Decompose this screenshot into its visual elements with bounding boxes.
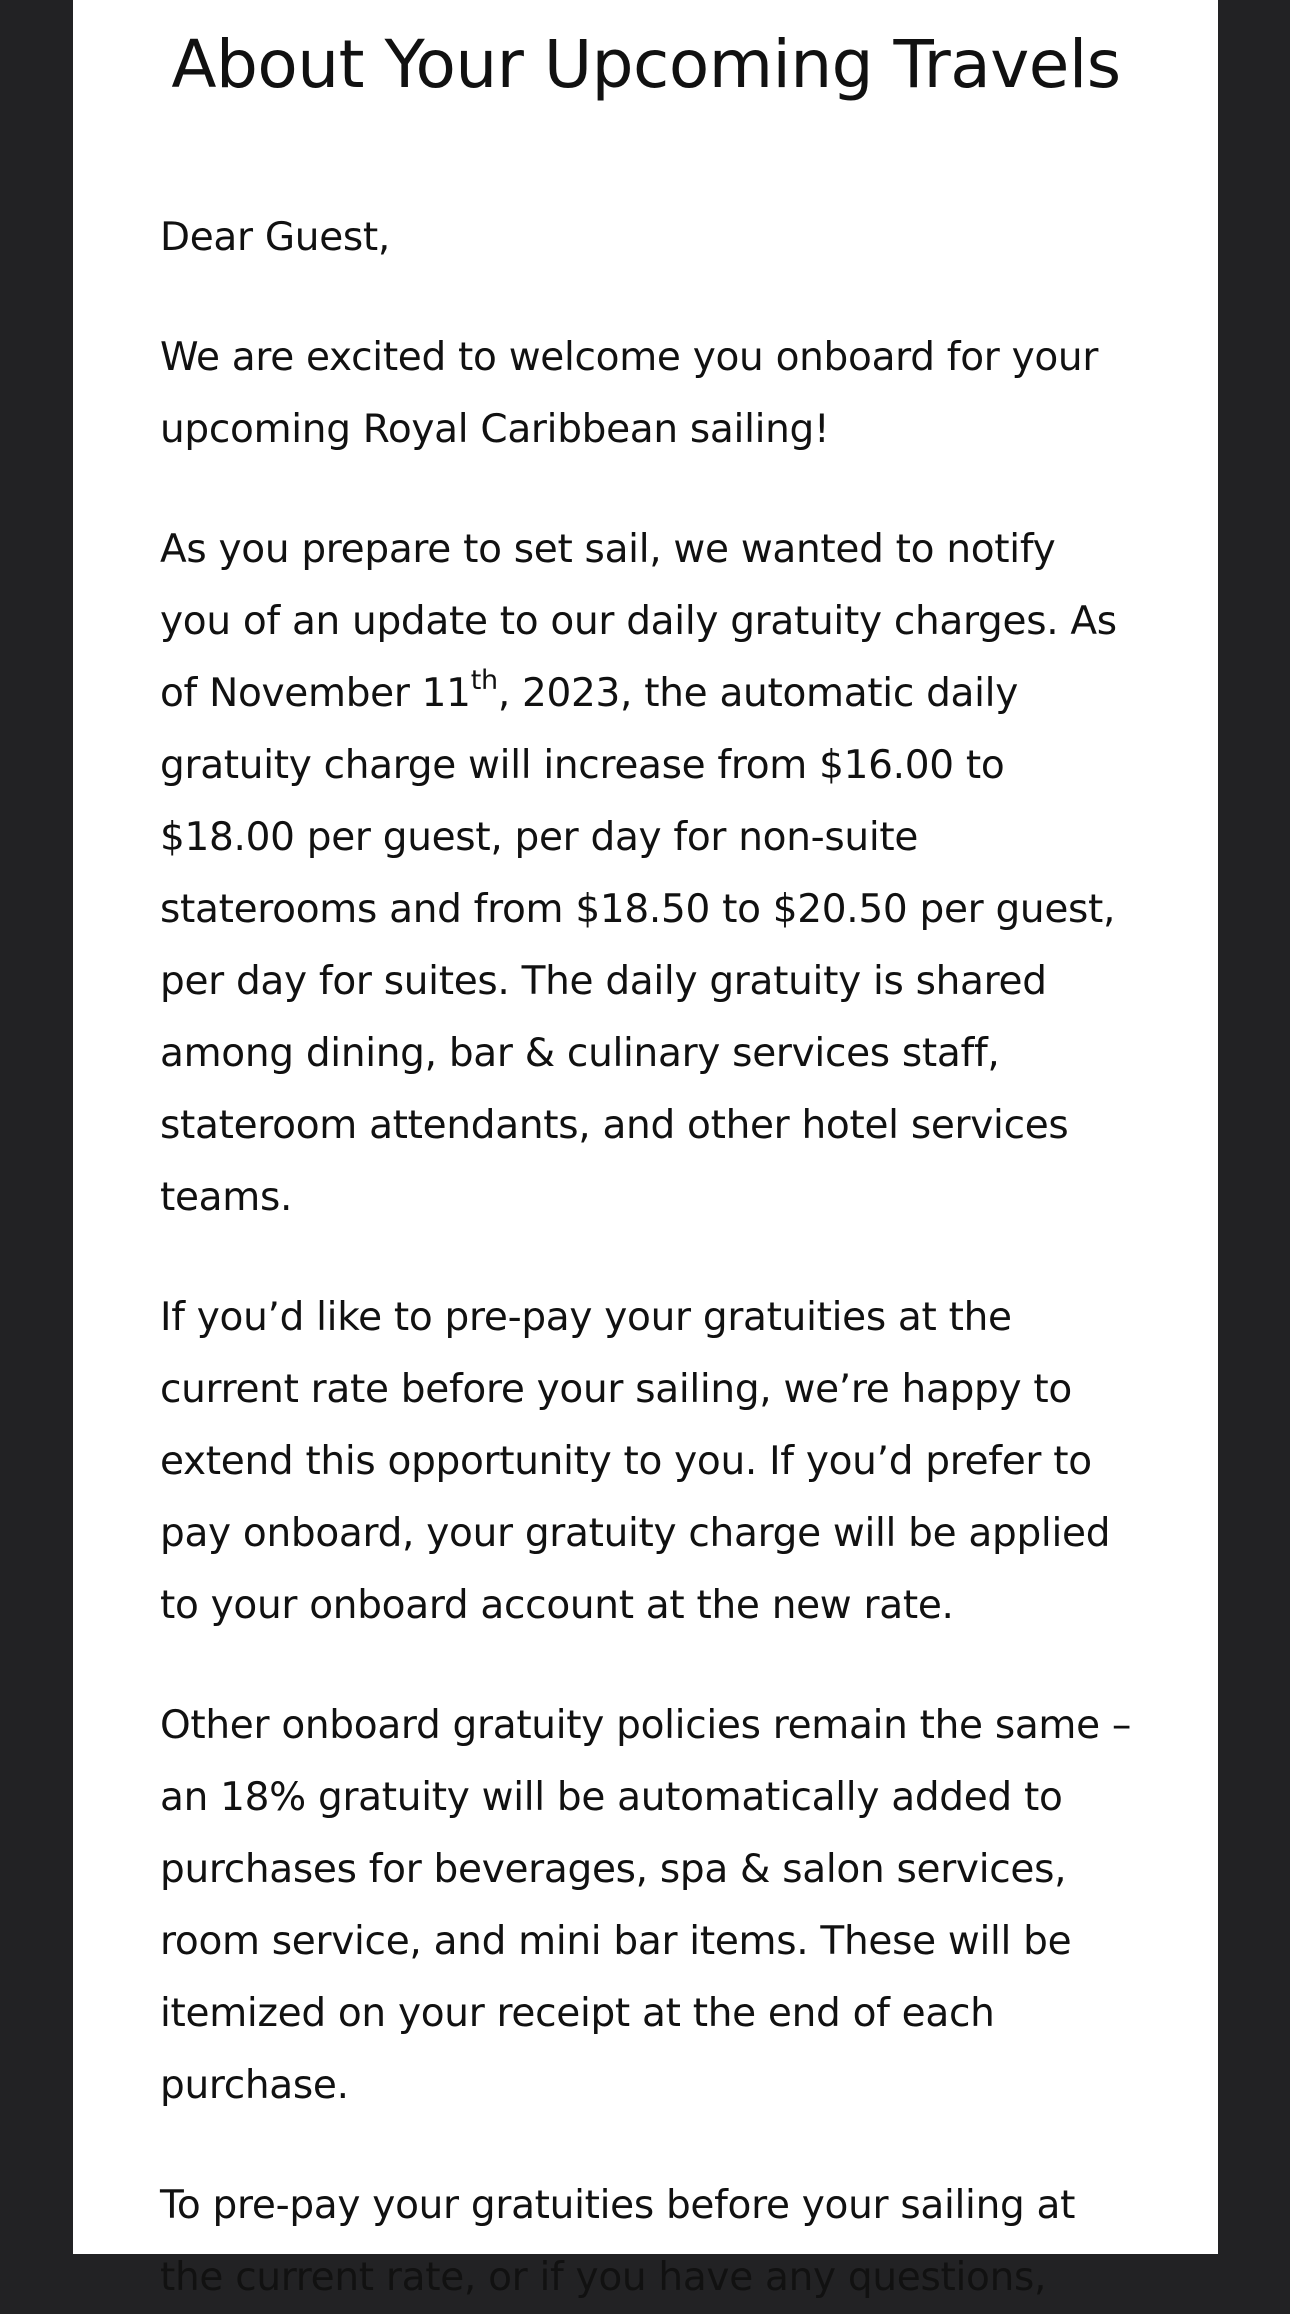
email-body[interactable] [73, 0, 1218, 2300]
paragraph-other-policies: Other onboard gratuity policies remain the same – an 18% gratuity will be automatically added to purchases for beverages, spa & salon services, room service, and mini bar items. These will be itemized on your receipt at the end of each purchase. [160, 1703, 1132, 2108]
paragraph-welcome: We are excited to welcome you onboard for your upcoming Royal Caribbean sailing! [160, 335, 1099, 452]
email-title: About Your Upcoming Travels [171, 26, 1121, 103]
paragraph-prepay-offer: If you’d like to pre-pay your gratuities at the current rate before your sailing, we’re happy to extend this opportunity to you. If you’d prefer to pay onboard, your gratuity charge will be applied to your onboard account at the new rate. [160, 1295, 1111, 1628]
paragraph-gratuity-update [160, 514, 1132, 1234]
gratuity-update-text-start: As you prepare to set sail, we wanted to notify you of an update to our daily gratuity charges. As of November 11 [160, 527, 1117, 716]
gratuity-update-text-end: , 2023, the automatic daily gratuity charge will increase from $16.00 to $18.00 per guest, per day for non-suite staterooms and from $18.50 to $20.50 per guest, per day for suites. The daily gratuity is shared among dining, bar & culinary services staff, stateroom attendants, and other hotel services teams. [160, 671, 1116, 1220]
greeting: Dear Guest, [160, 215, 390, 260]
date-ordinal-suffix: th [470, 665, 498, 696]
paragraph-prepay-instructions: To pre-pay your gratuities before your sailing at the current rate, or if you have any questions, [160, 2183, 1076, 2300]
